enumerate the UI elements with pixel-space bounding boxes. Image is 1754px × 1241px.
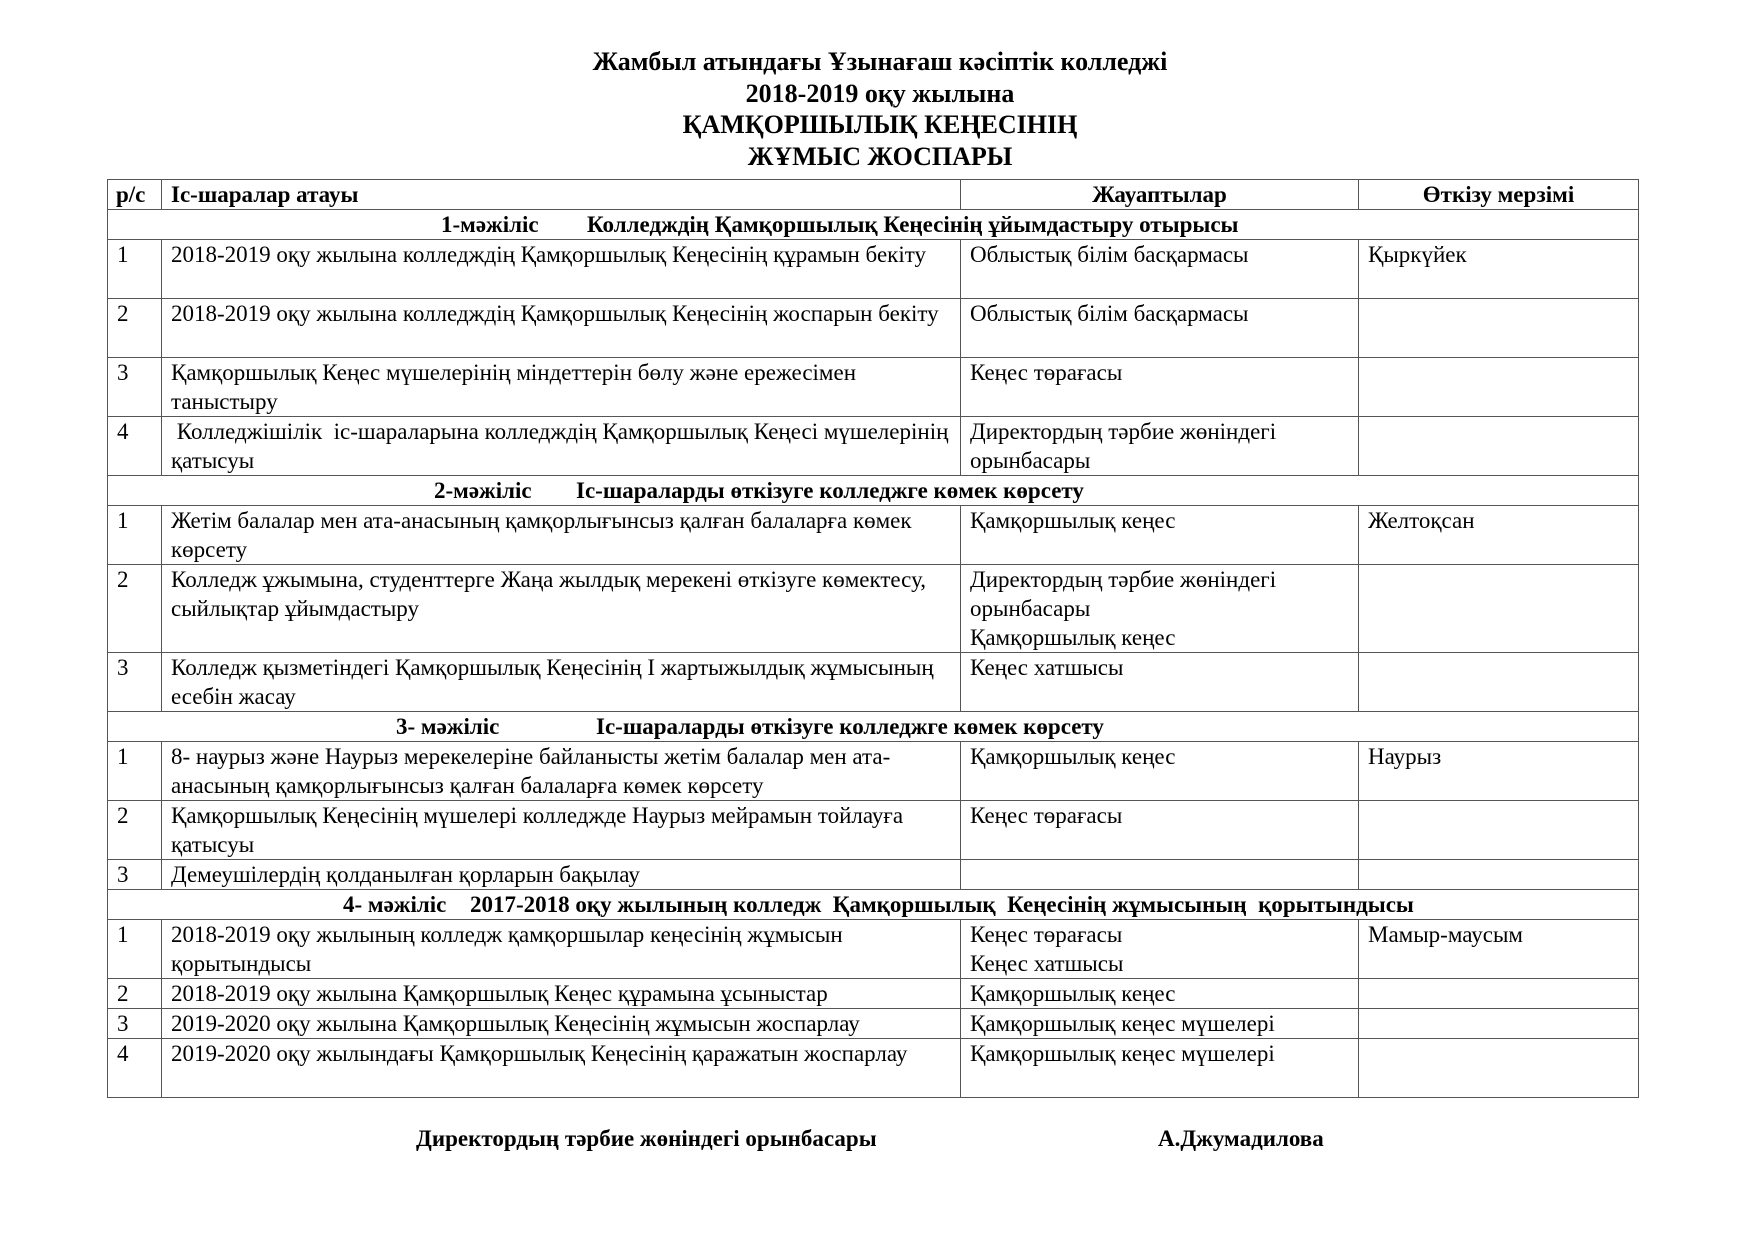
row-name: Жетім балалар мен ата-анасының қамқорлығынсыз қалған балаларға көмек көрсету	[162, 506, 961, 565]
table-row	[108, 1039, 1639, 1098]
row-deadline	[1359, 860, 1639, 890]
row-responsible	[961, 417, 1359, 476]
work-plan-table	[107, 179, 1639, 1098]
section-label: 2-мәжіліс	[434, 478, 532, 503]
section-heading: Колледждің Қамқоршылық Кеңесінің ұйымдастыру отырысы	[587, 212, 1239, 237]
section-title	[108, 712, 1639, 742]
row-responsible: Кеңес төрағасы	[961, 358, 1359, 417]
table-row	[108, 417, 1639, 476]
signature-position: Директордың тәрбие жөніндегі орынбасары	[416, 1126, 877, 1151]
title-council: ҚАМҚОРШЫЛЫҚ КЕҢЕСІНІҢ	[682, 110, 1078, 139]
row-responsible: Қамқоршылық кеңес мүшелері	[961, 1009, 1359, 1039]
section-heading: 2017-2018 оқу жылының колледж Қамқоршылық Кеңесінің жұмысының қорытындысы	[470, 892, 1414, 917]
signature-name: А.Джумадилова	[1158, 1126, 1324, 1151]
row-num: 3	[108, 860, 162, 890]
section-label: 1-мәжіліс	[441, 212, 539, 237]
row-deadline	[1359, 979, 1639, 1009]
row-num: 2	[108, 979, 162, 1009]
section-row	[108, 890, 1639, 920]
title-college: Жамбыл атындағы Ұзынағаш кәсіптік колледжі	[592, 47, 1168, 76]
row-num: 3	[108, 358, 162, 417]
row-responsible: Қамқоршылық кеңес	[961, 506, 1359, 565]
row-deadline: Желтоқсан	[1359, 506, 1639, 565]
row-num: 1	[108, 506, 162, 565]
row-name: Қамқоршылық Кеңесінің мүшелері колледжде Наурыз мейрамын тойлауға қатысуы	[162, 801, 961, 860]
row-responsible: Облыстық білім басқармасы	[961, 299, 1359, 358]
responsible-line: Қамқоршылық кеңес	[970, 625, 1176, 650]
row-name: 2019-2020 оқу жылындағы Қамқоршылық Кеңесінің қаражатын жоспарлау	[162, 1039, 961, 1098]
responsible-line: Директордың тәрбие жөніндегі орынбасары	[970, 419, 1277, 473]
row-num: 2	[108, 565, 162, 653]
row-name: 2018-2019 оқу жылына колледждің Қамқоршылық Кеңесінің жоспарын бекіту	[162, 299, 961, 358]
row-deadline	[1359, 417, 1639, 476]
table-header-row	[108, 180, 1639, 210]
row-num: 2	[108, 299, 162, 358]
header-name: Іс-шаралар атауы	[162, 180, 961, 210]
row-deadline	[1359, 1009, 1639, 1039]
row-responsible: Кеңес төрағасы	[961, 801, 1359, 860]
row-responsible: Қамқоршылық кеңес	[961, 979, 1359, 1009]
row-responsible	[961, 565, 1359, 653]
row-name: Колледжішілік іс-шараларына колледждің Қамқоршылық Кеңесі мүшелерінің қатысуы	[162, 417, 961, 476]
section-title	[108, 890, 1639, 920]
row-responsible	[961, 920, 1359, 979]
row-responsible: Қамқоршылық кеңес	[961, 742, 1359, 801]
table-row	[108, 565, 1639, 653]
row-name: 2019-2020 оқу жылына Қамқоршылық Кеңесінің жұмысын жоспарлау	[162, 1009, 961, 1039]
title-plan: ЖҰМЫС ЖОСПАРЫ	[747, 141, 1013, 171]
row-deadline: Қыркүйек	[1359, 240, 1639, 299]
table-row	[108, 742, 1639, 801]
section-label: 3- мәжіліс	[396, 714, 500, 739]
responsible-line: Кеңес төрағасы	[970, 922, 1123, 947]
row-deadline: Мамыр-маусым	[1359, 920, 1639, 979]
row-num: 3	[108, 1009, 162, 1039]
row-num: 1	[108, 742, 162, 801]
table-row	[108, 299, 1639, 358]
row-deadline	[1359, 1039, 1639, 1098]
row-deadline	[1359, 299, 1639, 358]
row-num: 2	[108, 801, 162, 860]
row-deadline	[1359, 565, 1639, 653]
section-heading: Іс-шараларды өткізуге колледжге көмек көрсету	[576, 478, 1084, 503]
row-num: 4	[108, 1039, 162, 1098]
row-name: Колледж ұжымына, студенттерге Жаңа жылдық мерекені өткізуге көмектесу, сыйлықтар ұйымдастыру	[162, 565, 961, 653]
header-num: р/с	[108, 180, 162, 210]
section-title	[108, 210, 1639, 240]
row-name: 2018-2019 оқу жылына колледждің Қамқоршылық Кеңесінің құрамын бекіту	[162, 240, 961, 299]
table-row	[108, 979, 1639, 1009]
header-deadline: Өткізу мерзімі	[1359, 180, 1639, 210]
table-row	[108, 801, 1639, 860]
row-name: 8- наурыз және Наурыз мерекелеріне байланысты жетім балалар мен ата-анасының қамқорлығынсыз қалған балаларға көмек көрсету	[162, 742, 961, 801]
row-responsible: Кеңес хатшысы	[961, 653, 1359, 712]
row-deadline	[1359, 801, 1639, 860]
row-name: 2018-2019 оқу жылының колледж қамқоршылар кеңесінің жұмысын қорытындысы	[162, 920, 961, 979]
section-title	[108, 476, 1639, 506]
header-responsible: Жауаптылар	[961, 180, 1359, 210]
row-num: 4	[108, 417, 162, 476]
section-heading: Іс-шараларды өткізуге колледжге көмек көрсету	[596, 714, 1104, 739]
row-responsible	[961, 860, 1359, 890]
table-row	[108, 506, 1639, 565]
row-name: 2018-2019 оқу жылына Қамқоршылық Кеңес құрамына ұсыныстар	[162, 979, 961, 1009]
section-label: 4- мәжіліс	[343, 892, 447, 917]
responsible-line: Директордың тәрбие жөніндегі	[970, 567, 1277, 592]
row-deadline	[1359, 358, 1639, 417]
title-year: 2018-2019 оқу жылына	[745, 78, 1015, 108]
table-row	[108, 358, 1639, 417]
table-row	[108, 1009, 1639, 1039]
table-row	[108, 240, 1639, 299]
table-row	[108, 653, 1639, 712]
row-name: Демеушілердің қолданылған қорларын бақылау	[162, 860, 961, 890]
row-name: Қамқоршылық Кеңес мүшелерінің міндеттерін бөлу және ережесімен таныстыру	[162, 358, 961, 417]
row-name: Колледж қызметіндегі Қамқоршылық Кеңесінің І жартыжылдық жұмысының есебін жасау	[162, 653, 961, 712]
document-title	[0, 46, 1754, 172]
row-deadline	[1359, 653, 1639, 712]
row-responsible: Қамқоршылық кеңес мүшелері	[961, 1039, 1359, 1098]
section-row	[108, 712, 1639, 742]
row-num: 1	[108, 920, 162, 979]
table-row	[108, 920, 1639, 979]
section-row	[108, 476, 1639, 506]
table-row	[108, 860, 1639, 890]
row-num: 3	[108, 653, 162, 712]
row-responsible: Облыстық білім басқармасы	[961, 240, 1359, 299]
row-deadline: Наурыз	[1359, 742, 1639, 801]
responsible-line: орынбасары	[970, 596, 1091, 621]
row-num: 1	[108, 240, 162, 299]
section-row	[108, 210, 1639, 240]
responsible-line: Кеңес хатшысы	[970, 951, 1124, 976]
